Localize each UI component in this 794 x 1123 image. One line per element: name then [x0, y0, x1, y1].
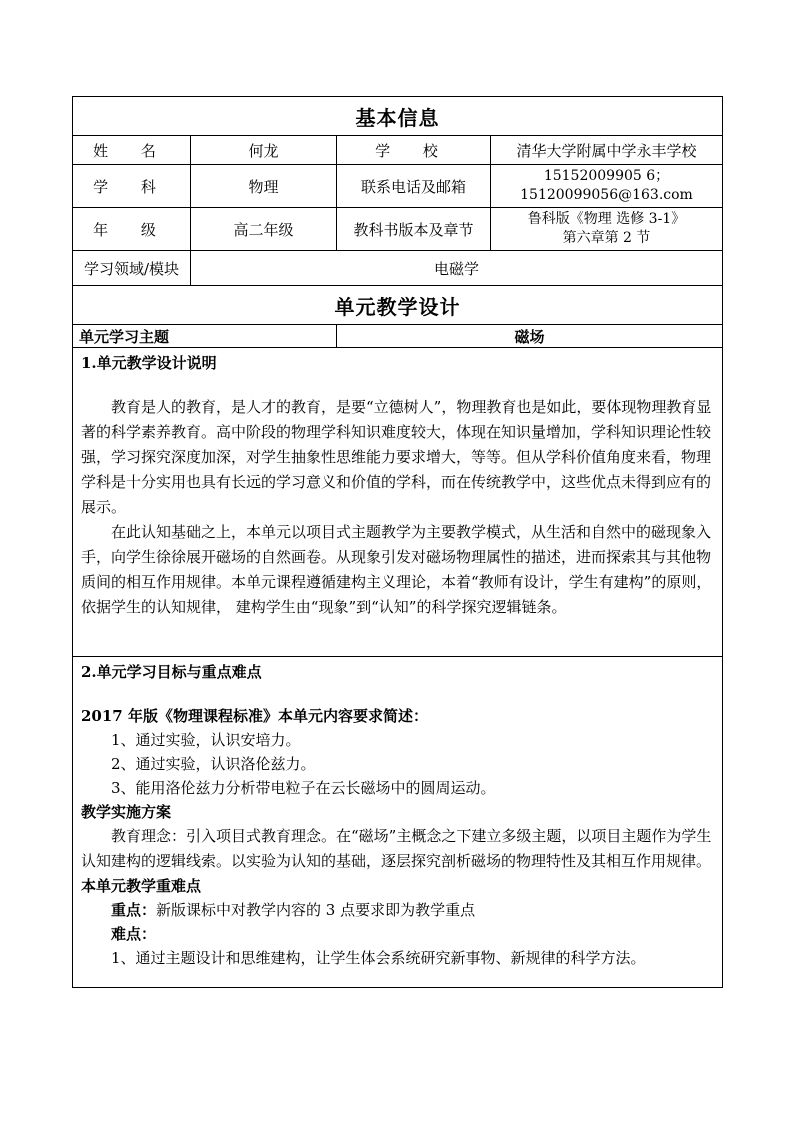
textbook-value [491, 208, 723, 251]
standard-heading: 2017 年版《物理课程标准》本单元内容要求简述： [81, 707, 428, 725]
name-value: 何龙 [191, 136, 337, 165]
phone-value: 15152009905 6； [543, 168, 670, 184]
key-heading: 本单元教学重难点 [81, 877, 202, 895]
theme-label: 单元学习主题 [73, 325, 337, 348]
unit-design-title: 单元教学设计 [73, 286, 723, 325]
grade-label: 年 级 [73, 208, 191, 251]
section-1-para-2: 在此认知基础之上，本单元以项目式主题教学为主要教学模式，从生活和自然中的磁现象入手，向学生徐徐展开磁场的自然画卷。从现象引发对磁场物理属性的描述，进而探索其与其他物质间的相互作用规律。本单元课程遵循建构主义理论，本着“教师有设计，学生有建构”的原则，依据学生的认知规律， 建构学生由“现象”到“认知”的科学探究逻辑链条。 [81, 523, 712, 616]
textbook-line-2: 第六章第 2 节 [562, 230, 651, 246]
key-text: 新版课标中对教学内容的 3 点要求即为教学重点 [156, 901, 476, 919]
difficulty-item: 1、通过主题设计和思维建构，让学生体会系统研究新事物、新规律的科学方法。 [111, 949, 646, 967]
subject-value: 物理 [191, 165, 337, 208]
name-label: 姓 名 [73, 136, 191, 165]
section-2 [73, 657, 723, 988]
section-1 [73, 348, 723, 657]
subject-label: 学 科 [73, 165, 191, 208]
requirement-item: 2、通过实验，认识洛伦兹力。 [111, 755, 316, 773]
lesson-plan-page [72, 96, 722, 988]
key-label: 重点： [111, 901, 157, 919]
grade-value: 高二年级 [191, 208, 337, 251]
plan-heading: 教学实施方案 [81, 803, 172, 821]
textbook-line-1: 鲁科版《物理 选修 3-1》 [527, 211, 686, 227]
difficulty-label-row [81, 922, 714, 946]
section-2-heading: 2.单元学习目标与重点难点 [81, 663, 262, 681]
requirement-item: 3、能用洛伦兹力分析带电粒子在云长磁场中的圆周运动。 [111, 779, 496, 797]
basic-info-title: 基本信息 [73, 97, 723, 136]
contact-label: 联系电话及邮箱 [337, 165, 491, 208]
difficulty-label: 难点： [111, 925, 157, 943]
theme-value: 磁场 [337, 325, 723, 348]
domain-value: 电磁学 [191, 251, 723, 286]
domain-label: 学习领域/模块 [73, 251, 191, 286]
section-1-para-1: 教育是人的教育，是人才的教育，是要“立德树人”，物理教育也是如此，要体现物理教育显著的科学素养教育。高中阶段的物理学科知识难度较大，体现在知识量增加，学科知识理论性较强，学习探究深度加深，对学生抽象性思维能力要求增大，等等。但从学科价值角度来看，物理学科是十分实用也具有长远的学习意义和价值的学科，而在传统教学中，这些优点未得到应有的展示。 [81, 398, 712, 516]
textbook-label: 教科书版本及章节 [337, 208, 491, 251]
section-1-heading: 1.单元教学设计说明 [81, 354, 217, 372]
info-table [72, 96, 723, 988]
key-point [81, 898, 714, 922]
contact-value [491, 165, 723, 208]
school-value: 清华大学附属中学永丰学校 [491, 136, 723, 165]
requirement-item: 1、通过实验，认识安培力。 [111, 731, 301, 749]
email-value: 15120099056@163.com [520, 187, 693, 203]
school-label: 学 校 [337, 136, 491, 165]
plan-text: 教育理念：引入项目式教育理念。在“磁场”主概念之下建立多级主题，以项目主题作为学生认知建构的逻辑线索。以实验为认知的基础，逐层探究剖析磁场的物理特性及其相互作用规律。 [81, 827, 712, 870]
